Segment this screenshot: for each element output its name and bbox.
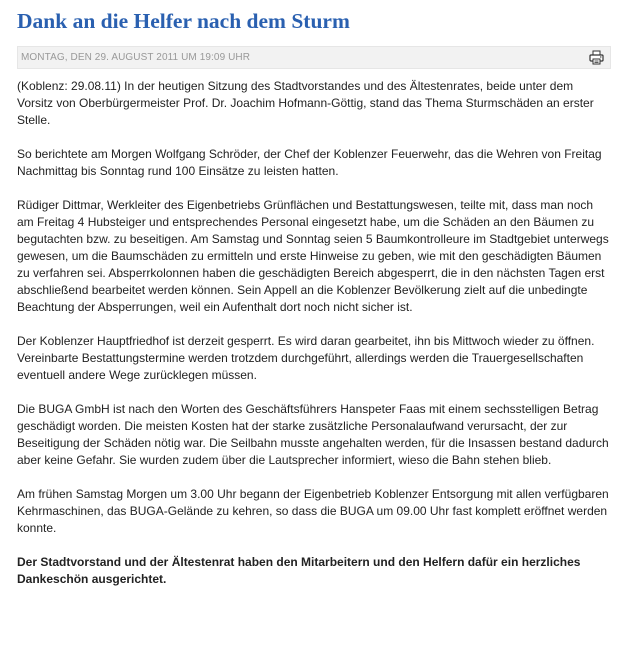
article-paragraph: So berichtete am Morgen Wolfgang Schröder, der Chef der Koblenzer Feuerwehr, das die Wehren von Freitag Nachmittag bis Sonntag rund 100 Einsätze zu leisten hatten. [17,147,602,178]
article-date: MONTAG, DEN 29. AUGUST 2011 UM 19:09 UHR [21,52,251,63]
article-meta-bar [17,46,611,69]
article-paragraph: (Koblenz: 29.08.11) In der heutigen Sitzung des Stadtvorstandes und des Ältestenrates, beide unter dem Vorsitz von Oberbürgermeister Prof. Dr. Joachim Hofmann-Göttig, stand das Thema Sturmschäden an erster Stelle. [17,79,594,127]
article-paragraph: Rüdiger Dittmar, Werkleiter des Eigenbetriebs Grünflächen und Bestattungswesen, teilte mit, dass man noch am Freitag 4 Hubsteiger und entsprechendes Personal eingesetzt habe, um die Schäden an den Bäumen zu begutachten bzw. zu beseitigen. Am Samstag und Sonntag seien 5 Baumkontrolleure im Stadtgebiet unterwegs gewesen, um die Baumschäden zu ermitteln und erste Hinweise zu geben, wie mit den geschädigten Bäumen zu verfahren sei. Absperrkolonnen haben die geschädigten Bereich abgesperrt, die in den nächsten Tagen erst abschließend bearbeitet werden können. Sein Appell an die Koblenzer Bevölkerung zielt auf die unbedingte Beachtung der Absperrungen, weil ein Aufenthalt dort noch nicht sicher ist. [17,198,609,314]
article-paragraph: Der Koblenzer Hauptfriedhof ist derzeit gesperrt. Es wird daran gearbeitet, ihn bis Mittwoch wieder zu öffnen. Vereinbarte Bestattungstermine werden trotzdem durchgeführt, allerdings werden die Trauergesellschaften eventuell andere Wege zurücklegen müssen. [17,334,595,382]
article-paragraph: Am frühen Samstag Morgen um 3.00 Uhr begann der Eigenbetrieb Koblenzer Entsorgung mit allen verfügbaren Kehrmaschinen, das BUGA-Gelände zu kehren, so dass die BUGA um 09.00 Uhr fast komplett eröffnet werden konnte. [17,487,609,535]
article-closing: Der Stadtvorstand und der Ältestenrat haben den Mitarbeitern und den Helfern dafür ein herzliches Dankeschön ausgerichtet. [17,555,581,586]
article-paragraph: Die BUGA GmbH ist nach den Worten des Geschäftsführers Hanspeter Faas mit einem sechsstelligen Betrag geschädigt worden. Die meisten Kosten hat der starke zusätzliche Personalaufwand verursacht, der zur Beseitigung der Schäden nötig war. Die Seilbahn musste angehalten werden, für die Insassen bestand dadurch aber keine Gefahr. Sie wurden zudem über die Lautsprecher informiert, wieso die Bahn stehen blieb. [17,402,609,467]
article-body [17,78,610,588]
printer-icon[interactable] [589,50,604,65]
article-title: Dank an die Helfer nach dem Sturm [17,9,350,33]
